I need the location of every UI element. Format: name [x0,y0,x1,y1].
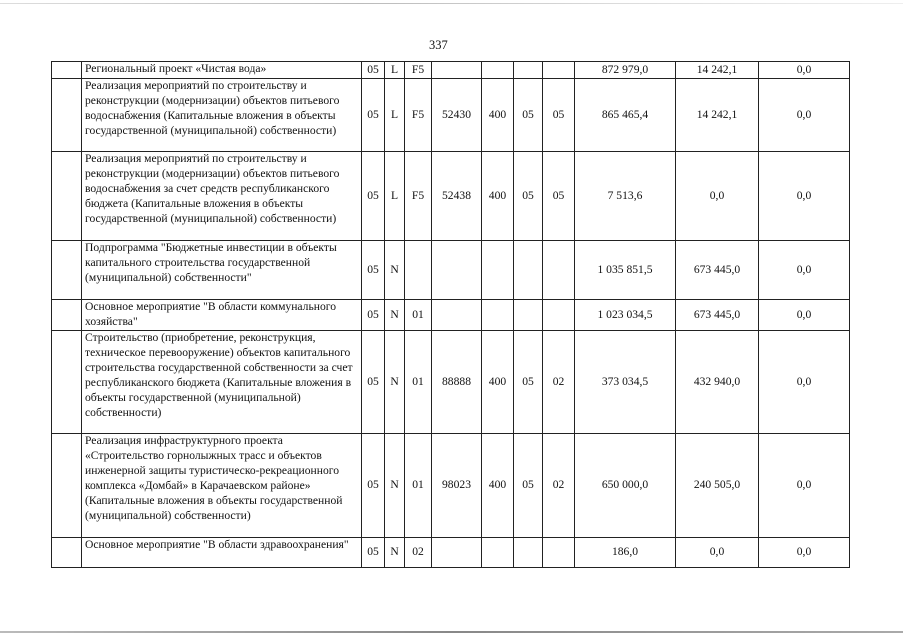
expense-type-cell: 400 [482,331,514,434]
subsection-sub-cell [543,62,575,79]
table-row [52,331,850,434]
table-row [52,434,850,538]
amount-year3-cell: 0,0 [759,152,850,241]
subsection-sub-cell: 02 [543,331,575,434]
item-name-cell: Строительство (приобретение, реконструкция, техническое перевооружение) объектов капитального строительства государственной собственности за счет республиканского бюджета (Капитальные вложения в объекты государственной (муниципальной) собственности) [82,331,362,434]
amount-year1-cell: 1 023 034,5 [575,300,676,331]
expense-type-cell [482,62,514,79]
expense-type-cell: 400 [482,434,514,538]
section-code-cell: 05 [362,79,385,152]
index-cell [52,79,82,152]
amount-year1-cell: 650 000,0 [575,434,676,538]
subsection-code-cell [514,300,543,331]
subsection-code-cell [514,241,543,300]
expense-type-cell [482,241,514,300]
amount-year1-cell: 373 034,5 [575,331,676,434]
subsection-code-cell: 05 [514,79,543,152]
subsection-sub-cell [543,241,575,300]
subprogram-code-cell: 02 [405,538,432,568]
amount-year3-cell: 0,0 [759,331,850,434]
index-cell [52,331,82,434]
program-code-cell: N [385,538,405,568]
index-cell [52,538,82,568]
item-name-cell: Реализация мероприятий по строительству и реконструкции (модернизации) объектов питьевого водоснабжения (Капитальные вложения в объекты государственной (муниципальной) собственности) [82,79,362,152]
amount-year3-cell: 0,0 [759,538,850,568]
item-name-cell: Основное мероприятие "В области коммунального хозяйства" [82,300,362,331]
direction-code-cell [432,300,482,331]
table-row [52,300,850,331]
subprogram-code-cell: F5 [405,79,432,152]
program-code-cell: N [385,331,405,434]
subsection-sub-cell: 05 [543,79,575,152]
item-name-cell: Основное мероприятие "В области здравоохранения" [82,538,362,568]
section-code-cell: 05 [362,241,385,300]
expense-type-cell [482,300,514,331]
amount-year1-cell: 865 465,4 [575,79,676,152]
table-row [52,152,850,241]
direction-code-cell [432,538,482,568]
subprogram-code-cell: 01 [405,434,432,538]
index-cell [52,62,82,79]
amount-year3-cell: 0,0 [759,241,850,300]
program-code-cell: L [385,79,405,152]
section-code-cell: 05 [362,538,385,568]
subprogram-code-cell [405,241,432,300]
item-name-cell: Реализация инфраструктурного проекта «Строительство горнолыжных трасс и объектов инженерной защиты туристическо-рекреационного комплекса «Домбай» в Карачаевском районе» (Капитальные вложения в объекты государственной (муниципальной) собственности) [82,434,362,538]
direction-code-cell: 52438 [432,152,482,241]
direction-code-cell [432,241,482,300]
subsection-code-cell: 05 [514,152,543,241]
amount-year1-cell: 1 035 851,5 [575,241,676,300]
program-code-cell: N [385,434,405,538]
item-name-cell: Подпрограмма "Бюджетные инвестиции в объекты капитального строительства государственной (муниципальной) собственности" [82,241,362,300]
scan-edge-top [0,3,903,4]
amount-year2-cell: 0,0 [676,538,759,568]
section-code-cell: 05 [362,300,385,331]
subsection-code-cell [514,538,543,568]
amount-year2-cell: 14 242,1 [676,62,759,79]
table-row [52,241,850,300]
program-code-cell: N [385,300,405,331]
index-cell [52,241,82,300]
subprogram-code-cell: 01 [405,331,432,434]
subsection-code-cell: 05 [514,331,543,434]
section-code-cell: 05 [362,434,385,538]
amount-year2-cell: 673 445,0 [676,300,759,331]
subsection-code-cell: 05 [514,434,543,538]
amount-year1-cell: 7 513,6 [575,152,676,241]
direction-code-cell [432,62,482,79]
subsection-sub-cell [543,538,575,568]
amount-year2-cell: 673 445,0 [676,241,759,300]
item-name-cell: Реализация мероприятий по строительству и реконструкции (модернизации) объектов питьевого водоснабжения за счет средств республиканского бюджета (Капитальные вложения в объекты государственной (муниципальной) собственности) [82,152,362,241]
section-code-cell: 05 [362,331,385,434]
program-code-cell: L [385,152,405,241]
table-row [52,538,850,568]
amount-year2-cell: 0,0 [676,152,759,241]
page-number: 337 [429,38,448,52]
amount-year3-cell: 0,0 [759,79,850,152]
amount-year2-cell: 432 940,0 [676,331,759,434]
index-cell [52,434,82,538]
index-cell [52,300,82,331]
direction-code-cell: 88888 [432,331,482,434]
amount-year3-cell: 0,0 [759,300,850,331]
expense-type-cell: 400 [482,152,514,241]
expense-type-cell: 400 [482,79,514,152]
program-code-cell: L [385,62,405,79]
table-row [52,62,850,79]
subsection-sub-cell: 05 [543,152,575,241]
amount-year3-cell: 0,0 [759,434,850,538]
direction-code-cell: 52430 [432,79,482,152]
direction-code-cell: 98023 [432,434,482,538]
section-code-cell: 05 [362,62,385,79]
amount-year2-cell: 240 505,0 [676,434,759,538]
subsection-code-cell [514,62,543,79]
amount-year3-cell: 0,0 [759,62,850,79]
table-row [52,79,850,152]
subsection-sub-cell [543,300,575,331]
subprogram-code-cell: 01 [405,300,432,331]
item-name-cell: Региональный проект «Чистая вода» [82,62,362,79]
scan-edge-bottom [0,631,903,633]
amount-year2-cell: 14 242,1 [676,79,759,152]
table-body [52,62,850,568]
amount-year1-cell: 186,0 [575,538,676,568]
subsection-sub-cell: 02 [543,434,575,538]
expense-type-cell [482,538,514,568]
budget-table [51,61,850,568]
subprogram-code-cell: F5 [405,152,432,241]
subprogram-code-cell: F5 [405,62,432,79]
section-code-cell: 05 [362,152,385,241]
index-cell [52,152,82,241]
amount-year1-cell: 872 979,0 [575,62,676,79]
program-code-cell: N [385,241,405,300]
